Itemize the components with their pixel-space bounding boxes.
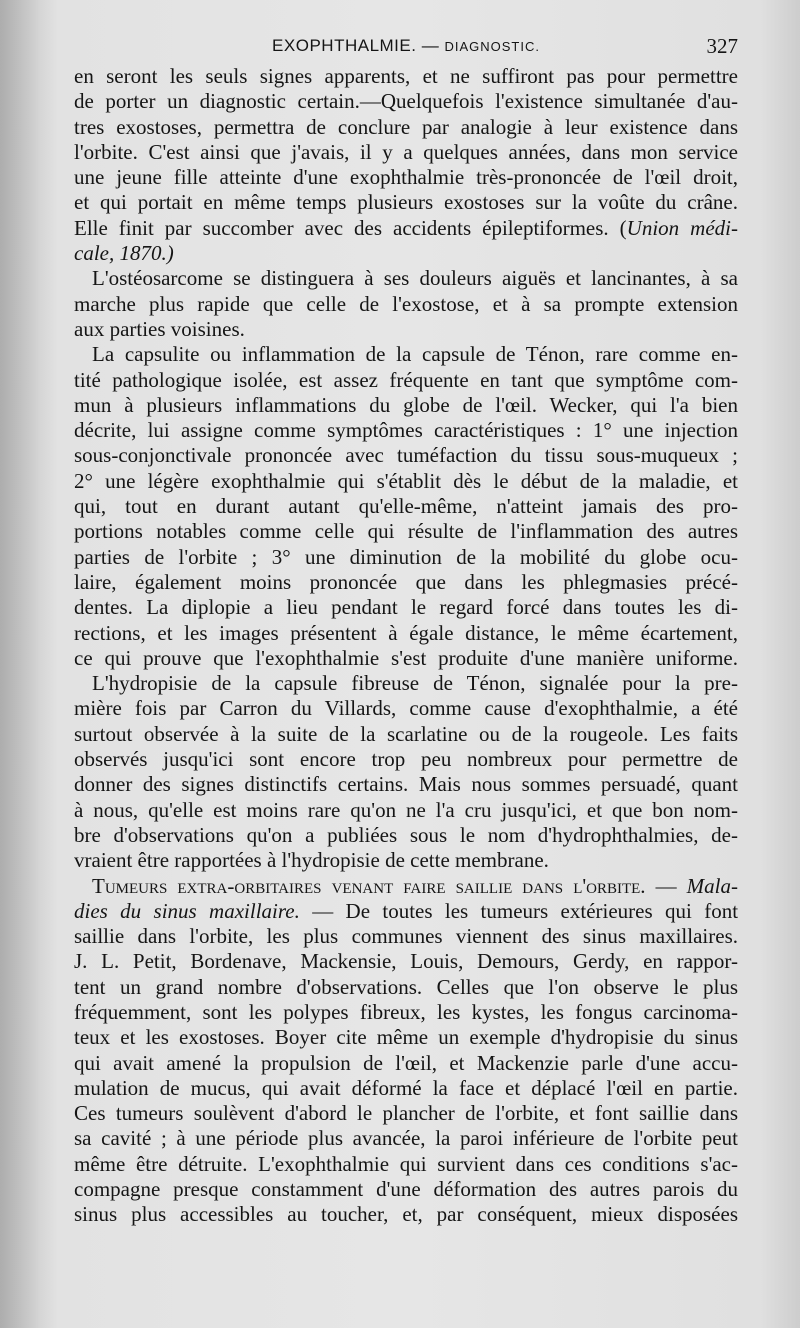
text-segment: — De toutes les tumeurs extérieures qui font [312,898,739,923]
text-line: tres exostoses, permettra de conclure par analogie à leur existence dans [74,114,738,139]
text-line: vraient être rapportées à l'hydropisie de cette membrane. [74,848,549,873]
running-head [74,33,738,60]
section-heading: Tumeurs extra-orbitaires venant faire saillie dans l'orbite. [92,873,646,898]
section-title: DIAGNOSTIC. [444,39,540,54]
text-line: une jeune fille atteinte d'une exophthalmie très-prononcée de l'œil droit, [74,165,738,190]
text-line: sinus plus accessibles au toucher, et, par conséquent, mieux disposées [74,1202,738,1227]
text-line: parties de l'orbite ; 3° une diminution de la mobilité du globe ocu- [74,544,738,569]
text-segment: cale, 1870.) [74,241,174,266]
text-line: ce qui prouve que l'exophthalmie s'est produite d'une manière uniforme. [74,645,738,670]
text-line: surtout observée à la suite de la scarlatine ou de la rougeole. Les faits [74,721,738,746]
text-line: sous-conjonctivale prononcée avec tuméfaction du tissu sous-muqueux ; [74,443,738,468]
text-line: mulation de mucus, qui avait déformé la face et déplacé l'œil en partie. [74,1075,738,1100]
text-line: l'orbite. C'est ainsi que j'avais, il y a quelques années, dans mon service [74,139,738,164]
text-line: qui, tout en durant autant qu'elle-même, n'atteint jamais des pro- [74,494,738,519]
body-text [74,64,738,1228]
text-line: aux parties voisines. [74,316,245,341]
text-line: tent un grand nombre d'observations. Celles que l'on observe le plus [74,974,738,999]
heading-italic: Mala- [686,873,738,898]
page-number: 327 [706,34,738,58]
text-line: et qui portait en même temps plusieurs exostoses sur la voûte du crâne. [74,190,738,215]
text-line: portions notables comme celle qui résulte de l'inflammation des autres [74,519,738,544]
text-line: qui avait amené la propulsion de l'œil, et Mackenzie parle d'une accu- [74,1050,738,1075]
text-line: décrite, lui assigne comme symptômes caractéristiques : 1° une injection [74,418,738,443]
text-line: tité pathologique isolée, est assez fréquente en tant que symptôme com- [74,367,738,392]
text-line-citation [74,216,738,241]
heading-italic: dies du sinus maxillaire. [74,898,300,923]
text-line: donner des signes distinctifs certains. Mais nous sommes persuadé, quant [74,772,738,797]
text-line: mun à plusieurs inflammations du globe de l'œil. Wecker, qui l'a bien [74,392,738,417]
text-line: marche plus rapide que celle de l'exostose, et à sa prompte extension [74,291,738,316]
text-line: L'ostéosarcome se distinguera à ses douleurs aiguës et lancinantes, à sa [92,266,738,291]
heading-dash: — [645,873,687,898]
text-line: même être détruite. L'exophthalmie qui survient dans ces conditions s'ac- [74,1151,738,1176]
text-line: à nous, qu'elle est moins rare qu'on ne l'a cru jusqu'ici, et que bon nom- [74,797,738,822]
running-title: EXOPHTHALMIE. [272,36,417,55]
page-header [74,33,738,59]
text-line: bre d'observations qu'on a publiées sous le nom d'hydrophthalmies, de- [74,822,738,847]
text-line: en seront les seuls signes apparents, et ne suffiront pas pour permettre [74,64,738,88]
text-line: dentes. La diplopie a lieu pendant le regard forcé dans toutes les di- [74,595,738,620]
text-line: sa cavité ; à une période plus avancée, la paroi inférieure de l'orbite peut [74,1126,738,1151]
text-line: compagne presque constamment d'une déformation des autres parois du [74,1177,738,1202]
header-dash: — [421,36,440,55]
facing-page-shadow [0,0,58,1328]
text-line: mière fois par Carron du Villards, comme cause d'exophthalmie, a été [74,696,738,721]
text-line: 2° une légère exophthalmie qui s'établit dès le début de la maladie, et [74,468,738,493]
citation-journal: Union médi- [626,215,738,240]
text-line: de porter un diagnostic certain.—Quelquefois l'existence simultanée d'au- [74,89,738,114]
text-line: J. L. Petit, Bordenave, Mackensie, Louis, Demours, Gerdy, en rappor- [74,949,738,974]
text-line: observés jusqu'ici sont encore trop peu nombreux pour permettre de [74,747,738,772]
text-line: rections, et les images présentent à égale distance, le même écartement, [74,620,738,645]
text-line: saillie dans l'orbite, les plus communes viennent des sinus maxillaires. [74,924,738,949]
text-line: L'hydropisie de la capsule fibreuse de Ténon, signalée pour la pre- [92,671,738,696]
text-line: laire, également moins prononcée que dans les phlegmasies précé- [74,569,738,594]
text-line: La capsulite ou inflammation de la capsule de Ténon, rare comme en- [92,342,738,367]
section-heading-line [74,874,738,899]
text-line: teux et les exostoses. Boyer cite même un exemple d'hydropisie du sinus [74,1025,738,1050]
text-line [74,899,738,924]
text-segment: Elle finit par succomber avec des accidents épileptiformes. ( [74,215,627,240]
text-line [74,241,738,266]
text-line: Ces tumeurs soulèvent d'abord le plancher de l'orbite, et font saillie dans [74,1101,738,1126]
text-line: fréquemment, sont les polypes fibreux, les kystes, les fongus carcinoma- [74,999,738,1024]
